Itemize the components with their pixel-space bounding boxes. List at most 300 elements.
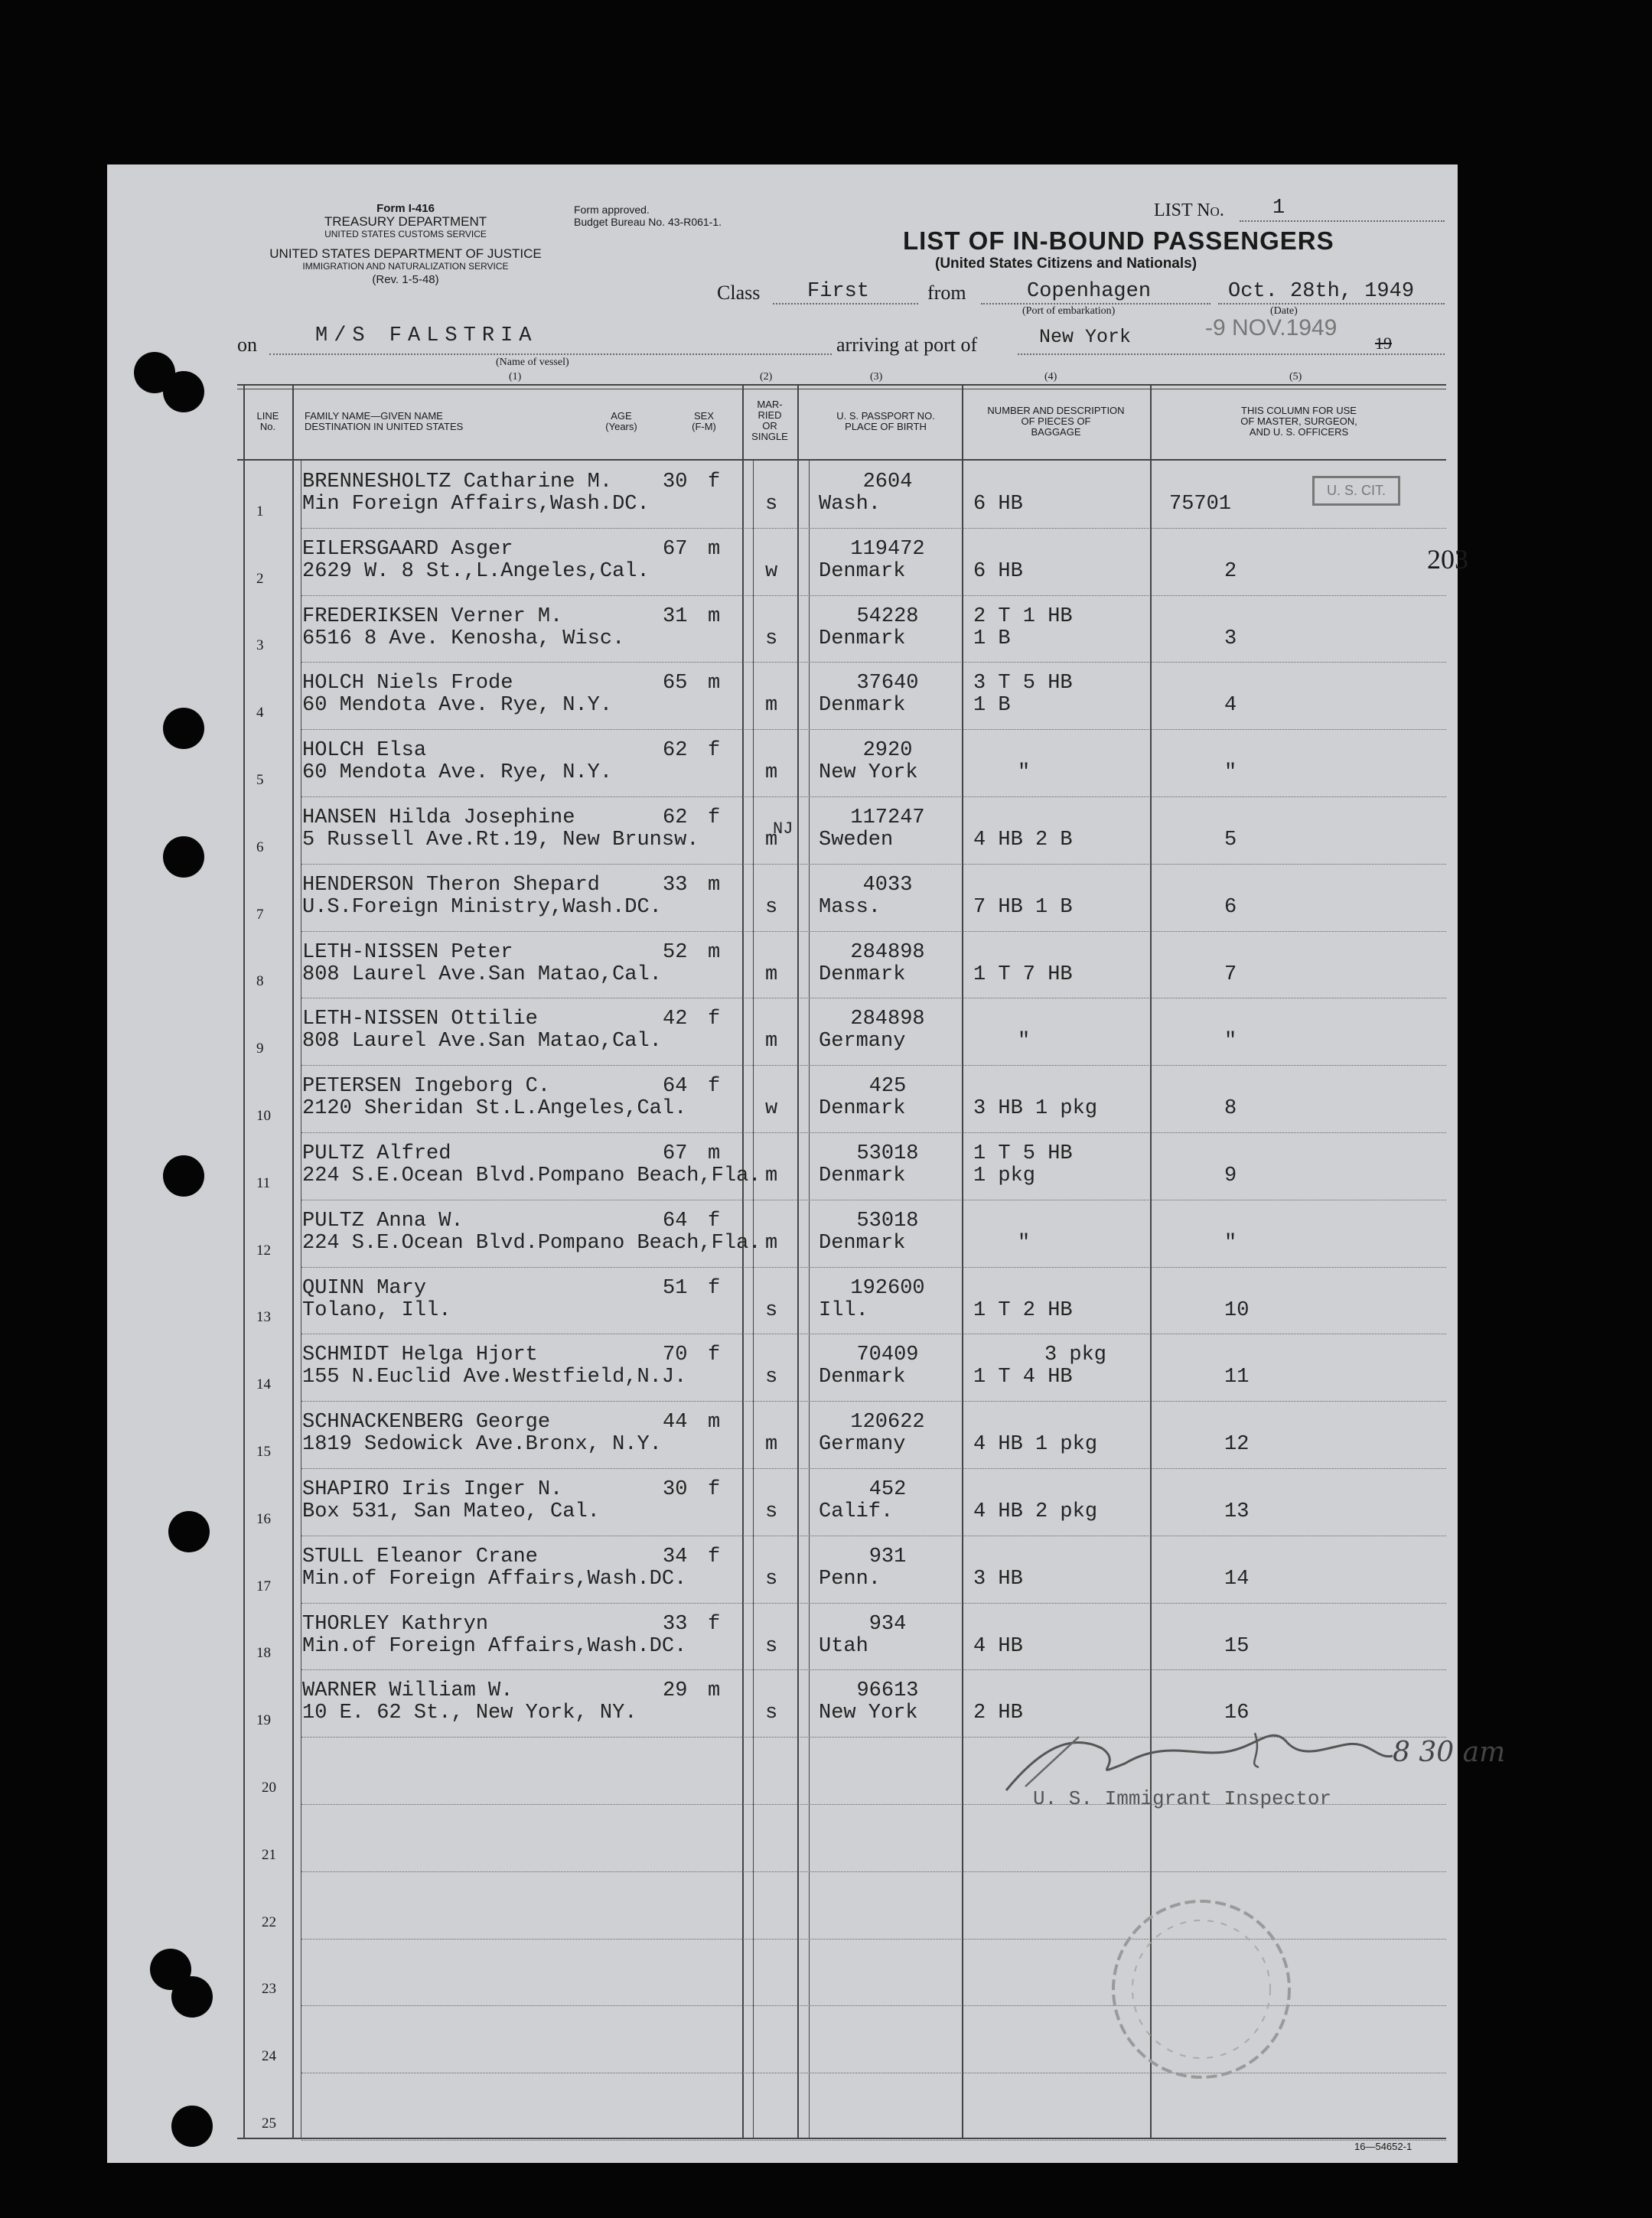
marital-status: m — [765, 1164, 778, 1187]
passenger-sex: f — [708, 1545, 721, 1568]
marital-status-state: NJ — [773, 819, 793, 839]
officer-note: 4 — [1224, 694, 1237, 717]
passenger-name: SCHMIDT Helga Hjort — [302, 1344, 538, 1366]
place-of-birth: Mass. — [819, 896, 881, 919]
officer-note: " — [1224, 761, 1237, 784]
line-number: 6 — [256, 839, 264, 855]
hdr-age — [598, 411, 644, 432]
col-divider-ms-inner — [809, 461, 810, 2138]
ins-service: IMMIGRATION AND NATURALIZATION SERVICE — [302, 261, 509, 272]
place-of-birth: Denmark — [819, 560, 906, 583]
place-of-birth: Denmark — [819, 1164, 906, 1187]
margin-number: 203 — [1427, 544, 1468, 575]
vessel-line — [269, 353, 832, 355]
passport-number: 934 — [868, 1613, 907, 1636]
baggage-line-2: 4 HB 1 pkg — [973, 1433, 1098, 1456]
form-subtitle: (United States Citizens and Nationals) — [935, 256, 1197, 272]
destination: Min.of Foreign Affairs,Wash.DC. — [302, 1568, 687, 1591]
line-number: 23 — [262, 1981, 276, 1997]
baggage-line-2: 1 T 4 HB — [973, 1366, 1073, 1389]
form-code: 16—54652-1 — [1354, 2141, 1413, 2152]
row-divider — [301, 1267, 1446, 1268]
baggage-line-2: 4 HB — [973, 1635, 1023, 1658]
destination: Box 531, San Mateo, Cal. — [302, 1500, 600, 1523]
line-number: 19 — [256, 1712, 271, 1728]
punch-hole — [163, 836, 204, 878]
hdr-married-1: MAR- — [757, 399, 783, 410]
hdr-name-1: FAMILY NAME—GIVEN NAME — [305, 410, 443, 422]
hdr-line-no-1: LINE — [256, 410, 279, 422]
row-divider — [301, 662, 1446, 663]
passenger-sex: f — [708, 1478, 721, 1501]
hdr-married-2: RIED — [758, 409, 782, 421]
place-of-birth: Utah — [819, 1635, 868, 1658]
row-divider — [301, 595, 1446, 596]
passenger-name: BRENNESHOLTZ Catharine M. — [302, 471, 613, 493]
passenger-age: 42 — [663, 1008, 688, 1031]
officer-note: 16 — [1224, 1702, 1250, 1725]
form-id-block — [291, 202, 520, 241]
baggage-line-2: 6 HB — [973, 493, 1023, 516]
line-number: 2 — [256, 571, 264, 587]
passenger-age: 64 — [663, 1075, 688, 1098]
passenger-name: FREDERIKSEN Verner M. — [302, 605, 563, 628]
passenger-age: 30 — [663, 1478, 688, 1501]
passenger-name: QUINN Mary — [302, 1277, 427, 1300]
marital-status: s — [765, 1568, 778, 1591]
date-year: 49 — [1389, 280, 1415, 303]
passenger-sex: m — [708, 1679, 721, 1702]
hdr-baggage-2: OF PIECES OF — [1021, 415, 1091, 427]
passenger-sex: f — [708, 471, 721, 493]
marital-status: s — [765, 1366, 778, 1389]
passenger-age: 64 — [663, 1210, 688, 1233]
passenger-age: 34 — [663, 1545, 688, 1568]
hdr-officers-3: AND U. S. OFFICERS — [1249, 426, 1349, 438]
passenger-sex: f — [708, 1210, 721, 1233]
col-num-2: (2) — [760, 371, 773, 383]
destination: 10 E. 62 St., New York, NY. — [302, 1702, 637, 1725]
hdr-sex-1: SEX — [693, 410, 714, 422]
passenger-sex: m — [708, 605, 721, 628]
marital-status: s — [765, 1299, 778, 1322]
passenger-age: 67 — [663, 1142, 688, 1165]
vessel-name: M/S FALSTRIA — [315, 324, 538, 347]
destination: Min.of Foreign Affairs,Wash.DC. — [302, 1635, 687, 1658]
line-number: 16 — [256, 1511, 271, 1527]
place-of-birth: Wash. — [819, 493, 881, 516]
line-number: 14 — [256, 1376, 271, 1392]
treasury-dept: TREASURY DEPARTMENT — [324, 214, 487, 229]
line-number: 17 — [256, 1578, 271, 1594]
passenger-name: PULTZ Anna W. — [302, 1210, 464, 1233]
passenger-sex: f — [708, 1613, 721, 1636]
hdr-baggage — [964, 405, 1148, 438]
hdr-married-4: SINGLE — [751, 431, 788, 442]
passport-number: 2920 — [862, 739, 913, 762]
place-of-birth: New York — [819, 1702, 918, 1725]
col-divider-ms — [797, 384, 799, 2138]
marital-status: w — [765, 560, 778, 583]
baggage-line-1: 3 T 5 HB — [973, 672, 1073, 695]
baggage-line-1: 2 T 1 HB — [973, 605, 1073, 628]
officer-note: 75701 — [1169, 493, 1232, 516]
officer-note: 3 — [1224, 627, 1237, 650]
line-number: 22 — [262, 1914, 276, 1930]
col-divider-name-inner — [753, 461, 754, 2138]
line-number: 4 — [256, 705, 264, 721]
baggage-line-2: " — [1018, 761, 1031, 784]
date-line — [1218, 303, 1445, 305]
class-value: First — [807, 280, 870, 303]
class-label: Class — [717, 282, 761, 304]
passenger-name: SCHNACKENBERG George — [302, 1411, 551, 1434]
officer-note: 13 — [1224, 1500, 1250, 1523]
arrival-line — [1018, 353, 1445, 355]
destination: 808 Laurel Ave.San Matao,Cal. — [302, 963, 662, 986]
passport-number: 425 — [868, 1075, 907, 1098]
passport-number: 96613 — [856, 1679, 919, 1702]
destination: 1819 Sedowick Ave.Bronx, N.Y. — [302, 1433, 662, 1456]
col-num-1: (1) — [509, 371, 522, 383]
justice-block — [233, 247, 578, 286]
marital-status: m — [765, 694, 778, 717]
passenger-age: 31 — [663, 605, 688, 628]
destination: 6516 8 Ave. Kenosha, Wisc. — [302, 627, 625, 650]
hdr-passport-2: PLACE OF BIRTH — [845, 421, 927, 432]
baggage-line-2: 3 HB — [973, 1568, 1023, 1591]
line-number: 15 — [256, 1444, 271, 1460]
passport-number: 284898 — [850, 941, 925, 964]
passport-number: 2604 — [862, 471, 913, 493]
passport-number: 119472 — [850, 538, 925, 561]
approval-block — [574, 204, 722, 228]
table-top-border — [237, 384, 1446, 386]
passenger-name: HOLCH Niels Frode — [302, 672, 513, 695]
destination: 224 S.E.Ocean Blvd.Pompano Beach,Fla. — [302, 1164, 761, 1187]
form-approved: Form approved. — [574, 204, 650, 216]
passport-number: 452 — [868, 1478, 907, 1501]
officer-note: 11 — [1224, 1366, 1250, 1389]
marital-status: m — [765, 829, 778, 852]
date-value — [1228, 280, 1414, 303]
place-of-birth: New York — [819, 761, 918, 784]
baggage-line-2: 1 B — [973, 694, 1011, 717]
line-number: 18 — [256, 1645, 271, 1661]
passport-number: 54228 — [856, 605, 919, 628]
hdr-age-1: AGE — [611, 410, 632, 422]
passenger-sex: f — [708, 1075, 721, 1098]
passenger-name: EILERSGAARD Asger — [302, 538, 513, 561]
destination: 5 Russell Ave.Rt.19, New Brunsw. — [302, 829, 699, 852]
passport-number: 931 — [868, 1545, 907, 1568]
officer-note: 5 — [1224, 829, 1237, 852]
passenger-sex: f — [708, 1008, 721, 1031]
port-embark-value: Copenhagen — [1027, 280, 1152, 303]
row-divider — [301, 729, 1446, 730]
form-number: Form I-416 — [376, 202, 435, 215]
passenger-sex: f — [708, 1344, 721, 1366]
passenger-name: PETERSEN Ingeborg C. — [302, 1075, 551, 1098]
baggage-line-2: 1 pkg — [973, 1164, 1036, 1187]
place-of-birth: Calif. — [819, 1500, 894, 1523]
row-divider — [301, 528, 1446, 529]
row-divider — [301, 1468, 1446, 1469]
baggage-line-2: 1 B — [973, 627, 1011, 650]
revision: (Rev. 1-5-48) — [372, 273, 439, 286]
baggage-line-2: 7 HB 1 B — [973, 896, 1073, 919]
place-of-birth: Germany — [819, 1433, 906, 1456]
line-number: 10 — [256, 1108, 271, 1124]
arrival-date-stamp: -9 NOV.1949 — [1205, 315, 1338, 340]
customs-seal-stamp — [1087, 1882, 1316, 2081]
destination: 808 Laurel Ave.San Matao,Cal. — [302, 1030, 662, 1053]
hdr-officers-1: THIS COLUMN FOR USE — [1241, 405, 1357, 416]
passport-number: 192600 — [850, 1277, 925, 1300]
marital-status: s — [765, 1635, 778, 1658]
passenger-age: 65 — [663, 672, 688, 695]
place-of-birth: Sweden — [819, 829, 894, 852]
baggage-line-2: 4 HB 2 B — [973, 829, 1073, 852]
justice-dept: UNITED STATES DEPARTMENT OF JUSTICE — [269, 246, 542, 261]
header-bottom-border — [237, 459, 1446, 461]
row-divider — [301, 1401, 1446, 1402]
line-number: 21 — [262, 1847, 276, 1863]
passenger-age: 52 — [663, 941, 688, 964]
punch-hole — [163, 1155, 204, 1197]
row-divider — [301, 1132, 1446, 1133]
passenger-sex: f — [708, 806, 721, 829]
passenger-name: HOLCH Elsa — [302, 739, 427, 762]
place-of-birth: Denmark — [819, 963, 906, 986]
passenger-name: STULL Eleanor Crane — [302, 1545, 538, 1568]
hdr-married — [744, 399, 796, 442]
col-num-4: (4) — [1044, 371, 1057, 383]
officer-note: " — [1224, 1030, 1237, 1053]
destination: 2120 Sheridan St.L.Angeles,Cal. — [302, 1097, 687, 1120]
baggage-line-2: 6 HB — [973, 560, 1023, 583]
line-number: 3 — [256, 637, 264, 653]
arrival-port: New York — [1039, 326, 1132, 348]
col-divider-passport — [962, 384, 963, 2138]
time-note: 8 30 am — [1393, 1737, 1506, 1768]
passenger-name: WARNER William W. — [302, 1679, 513, 1702]
line-number: 11 — [256, 1175, 271, 1191]
baggage-line-1: 1 T 5 HB — [973, 1142, 1073, 1165]
passenger-sex: m — [708, 538, 721, 561]
row-divider — [301, 1065, 1446, 1066]
budget-bureau: Budget Bureau No. 43-R061-1. — [574, 216, 722, 228]
line-number: 1 — [256, 503, 264, 519]
baggage-line-2: " — [1018, 1232, 1031, 1255]
hdr-married-3: OR — [762, 420, 777, 432]
line-number: 24 — [262, 2048, 276, 2064]
baggage-line-2: 1 T 7 HB — [973, 963, 1073, 986]
place-of-birth: Denmark — [819, 1232, 906, 1255]
marital-status: m — [765, 1030, 778, 1053]
marital-status: s — [765, 896, 778, 919]
passenger-sex: f — [708, 739, 721, 762]
place-of-birth: Denmark — [819, 1097, 906, 1120]
punch-hole — [168, 1511, 210, 1552]
marital-status: s — [765, 1500, 778, 1523]
punch-hole — [163, 371, 204, 412]
hdr-name-2: DESTINATION IN UNITED STATES — [305, 421, 464, 432]
marital-status: m — [765, 963, 778, 986]
officer-note: 9 — [1224, 1164, 1237, 1187]
hdr-sex-2: (F-M) — [692, 421, 716, 432]
us-citizen-stamp: U. S. CIT. — [1312, 476, 1400, 506]
passenger-age: 51 — [663, 1277, 688, 1300]
passenger-sex: m — [708, 672, 721, 695]
destination: 224 S.E.Ocean Blvd.Pompano Beach,Fla. — [302, 1232, 761, 1255]
line-number: 8 — [256, 973, 264, 989]
officer-note: 14 — [1224, 1568, 1250, 1591]
punch-hole — [171, 1976, 213, 2018]
marital-status: s — [765, 1702, 778, 1725]
destination: 60 Mendota Ave. Rye, N.Y. — [302, 694, 613, 717]
passenger-age: 62 — [663, 806, 688, 829]
row-divider — [301, 864, 1446, 865]
line-number: 9 — [256, 1041, 264, 1057]
passenger-name: PULTZ Alfred — [302, 1142, 451, 1165]
marital-status: m — [765, 1232, 778, 1255]
hdr-baggage-1: NUMBER AND DESCRIPTION — [987, 405, 1125, 416]
passenger-sex: m — [708, 1411, 721, 1434]
table-left-border — [243, 384, 245, 2138]
vessel-caption: (Name of vessel) — [496, 357, 569, 368]
passenger-name: LETH-NISSEN Peter — [302, 941, 513, 964]
customs-service: UNITED STATES CUSTOMS SERVICE — [324, 229, 487, 239]
place-of-birth: Denmark — [819, 627, 906, 650]
destination: U.S.Foreign Ministry,Wash.DC. — [302, 896, 662, 919]
destination: Min Foreign Affairs,Wash.DC. — [302, 493, 650, 516]
passport-number: 120622 — [850, 1411, 925, 1434]
port-embark-caption: (Port of embarkation) — [1022, 305, 1116, 317]
marital-status: s — [765, 493, 778, 516]
list-no-line — [1240, 220, 1445, 222]
baggage-line-1: 3 pkg — [1044, 1344, 1107, 1366]
passenger-name: THORLEY Kathryn — [302, 1613, 489, 1636]
officer-note: " — [1224, 1232, 1237, 1255]
hdr-officers-2: OF MASTER, SURGEON, — [1240, 415, 1357, 427]
hdr-passport-1: U. S. PASSPORT NO. — [836, 410, 935, 422]
passenger-age: 30 — [663, 471, 688, 493]
hdr-baggage-3: BAGGAGE — [1031, 426, 1081, 438]
col-divider-name — [742, 384, 744, 2138]
row-divider — [301, 931, 1446, 932]
passenger-sex: f — [708, 1277, 721, 1300]
table-bottom-border — [237, 2138, 1446, 2139]
col-divider-baggage — [1150, 384, 1152, 2138]
passport-number: 4033 — [862, 874, 913, 897]
officer-note: 8 — [1224, 1097, 1237, 1120]
passenger-name: SHAPIRO Iris Inger N. — [302, 1478, 563, 1501]
col-num-5: (5) — [1289, 371, 1302, 383]
officer-note: 7 — [1224, 963, 1237, 986]
hdr-name — [305, 411, 463, 432]
passenger-sex: m — [708, 874, 721, 897]
officer-note: 15 — [1224, 1635, 1250, 1658]
col-num-3: (3) — [870, 371, 883, 383]
place-of-birth: Penn. — [819, 1568, 881, 1591]
place-of-birth: Ill. — [819, 1299, 868, 1322]
row-divider — [301, 796, 1446, 797]
destination: 155 N.Euclid Ave.Westfield,N.J. — [302, 1366, 687, 1389]
row-divider — [301, 1603, 1446, 1604]
arrival-year-struck: 19 — [1375, 334, 1392, 353]
hdr-passport — [811, 411, 960, 432]
hdr-sex — [681, 411, 727, 432]
passenger-name: HENDERSON Theron Shepard — [302, 874, 600, 897]
line-number: 13 — [256, 1309, 271, 1325]
hdr-line-no — [245, 411, 291, 432]
row-divider — [301, 1669, 1446, 1670]
hdr-age-2: (Years) — [605, 421, 637, 432]
place-of-birth: Denmark — [819, 1366, 906, 1389]
line-number: 7 — [256, 907, 264, 923]
passenger-age: 44 — [663, 1411, 688, 1434]
row-divider — [301, 1871, 1446, 1872]
marital-status: m — [765, 1433, 778, 1456]
passenger-age: 33 — [663, 1613, 688, 1636]
punch-hole — [163, 708, 204, 749]
officer-note: 10 — [1224, 1299, 1250, 1322]
list-no-value: 1 — [1272, 197, 1285, 220]
destination: 2629 W. 8 St.,L.Angeles,Cal. — [302, 560, 650, 583]
marital-status: m — [765, 761, 778, 784]
line-number: 25 — [262, 2115, 276, 2132]
line-number: 12 — [256, 1243, 271, 1259]
baggage-line-2: 3 HB 1 pkg — [973, 1097, 1098, 1120]
officer-note: 6 — [1224, 896, 1237, 919]
passport-number: 284898 — [850, 1008, 925, 1031]
destination: Tolano, Ill. — [302, 1299, 451, 1322]
officer-note: 2 — [1224, 560, 1237, 583]
passenger-age: 67 — [663, 538, 688, 561]
passenger-age: 62 — [663, 739, 688, 762]
baggage-line-2: 2 HB — [973, 1702, 1023, 1725]
passport-number: 70409 — [856, 1344, 919, 1366]
punch-hole — [171, 2106, 213, 2147]
passport-number: 117247 — [850, 806, 925, 829]
row-divider — [301, 2140, 1446, 2141]
baggage-line-2: 1 T 2 HB — [973, 1299, 1073, 1322]
passenger-name: HANSEN Hilda Josephine — [302, 806, 575, 829]
passenger-name: LETH-NISSEN Ottilie — [302, 1008, 538, 1031]
line-number: 20 — [262, 1780, 276, 1796]
date-caption: (Date) — [1270, 305, 1298, 317]
col-divider-line-no — [292, 384, 294, 2138]
passenger-sex: m — [708, 1142, 721, 1165]
passenger-age: 29 — [663, 1679, 688, 1702]
baggage-line-2: 4 HB 2 pkg — [973, 1500, 1098, 1523]
passport-number: 53018 — [856, 1210, 919, 1233]
passenger-age: 33 — [663, 874, 688, 897]
date-text: Oct. 28th, 19 — [1228, 280, 1390, 303]
marital-status: s — [765, 627, 778, 650]
class-line — [773, 303, 918, 305]
form-title: LIST OF IN-BOUND PASSENGERS — [903, 226, 1334, 255]
line-number: 5 — [256, 772, 264, 788]
passport-number: 53018 — [856, 1142, 919, 1165]
officer-note: 12 — [1224, 1433, 1250, 1456]
place-of-birth: Germany — [819, 1030, 906, 1053]
on-label: on — [237, 334, 257, 356]
passenger-sex: m — [708, 941, 721, 964]
destination: 60 Mendota Ave. Rye, N.Y. — [302, 761, 613, 784]
inspector-title: U. S. Immigrant Inspector — [1033, 1787, 1332, 1810]
